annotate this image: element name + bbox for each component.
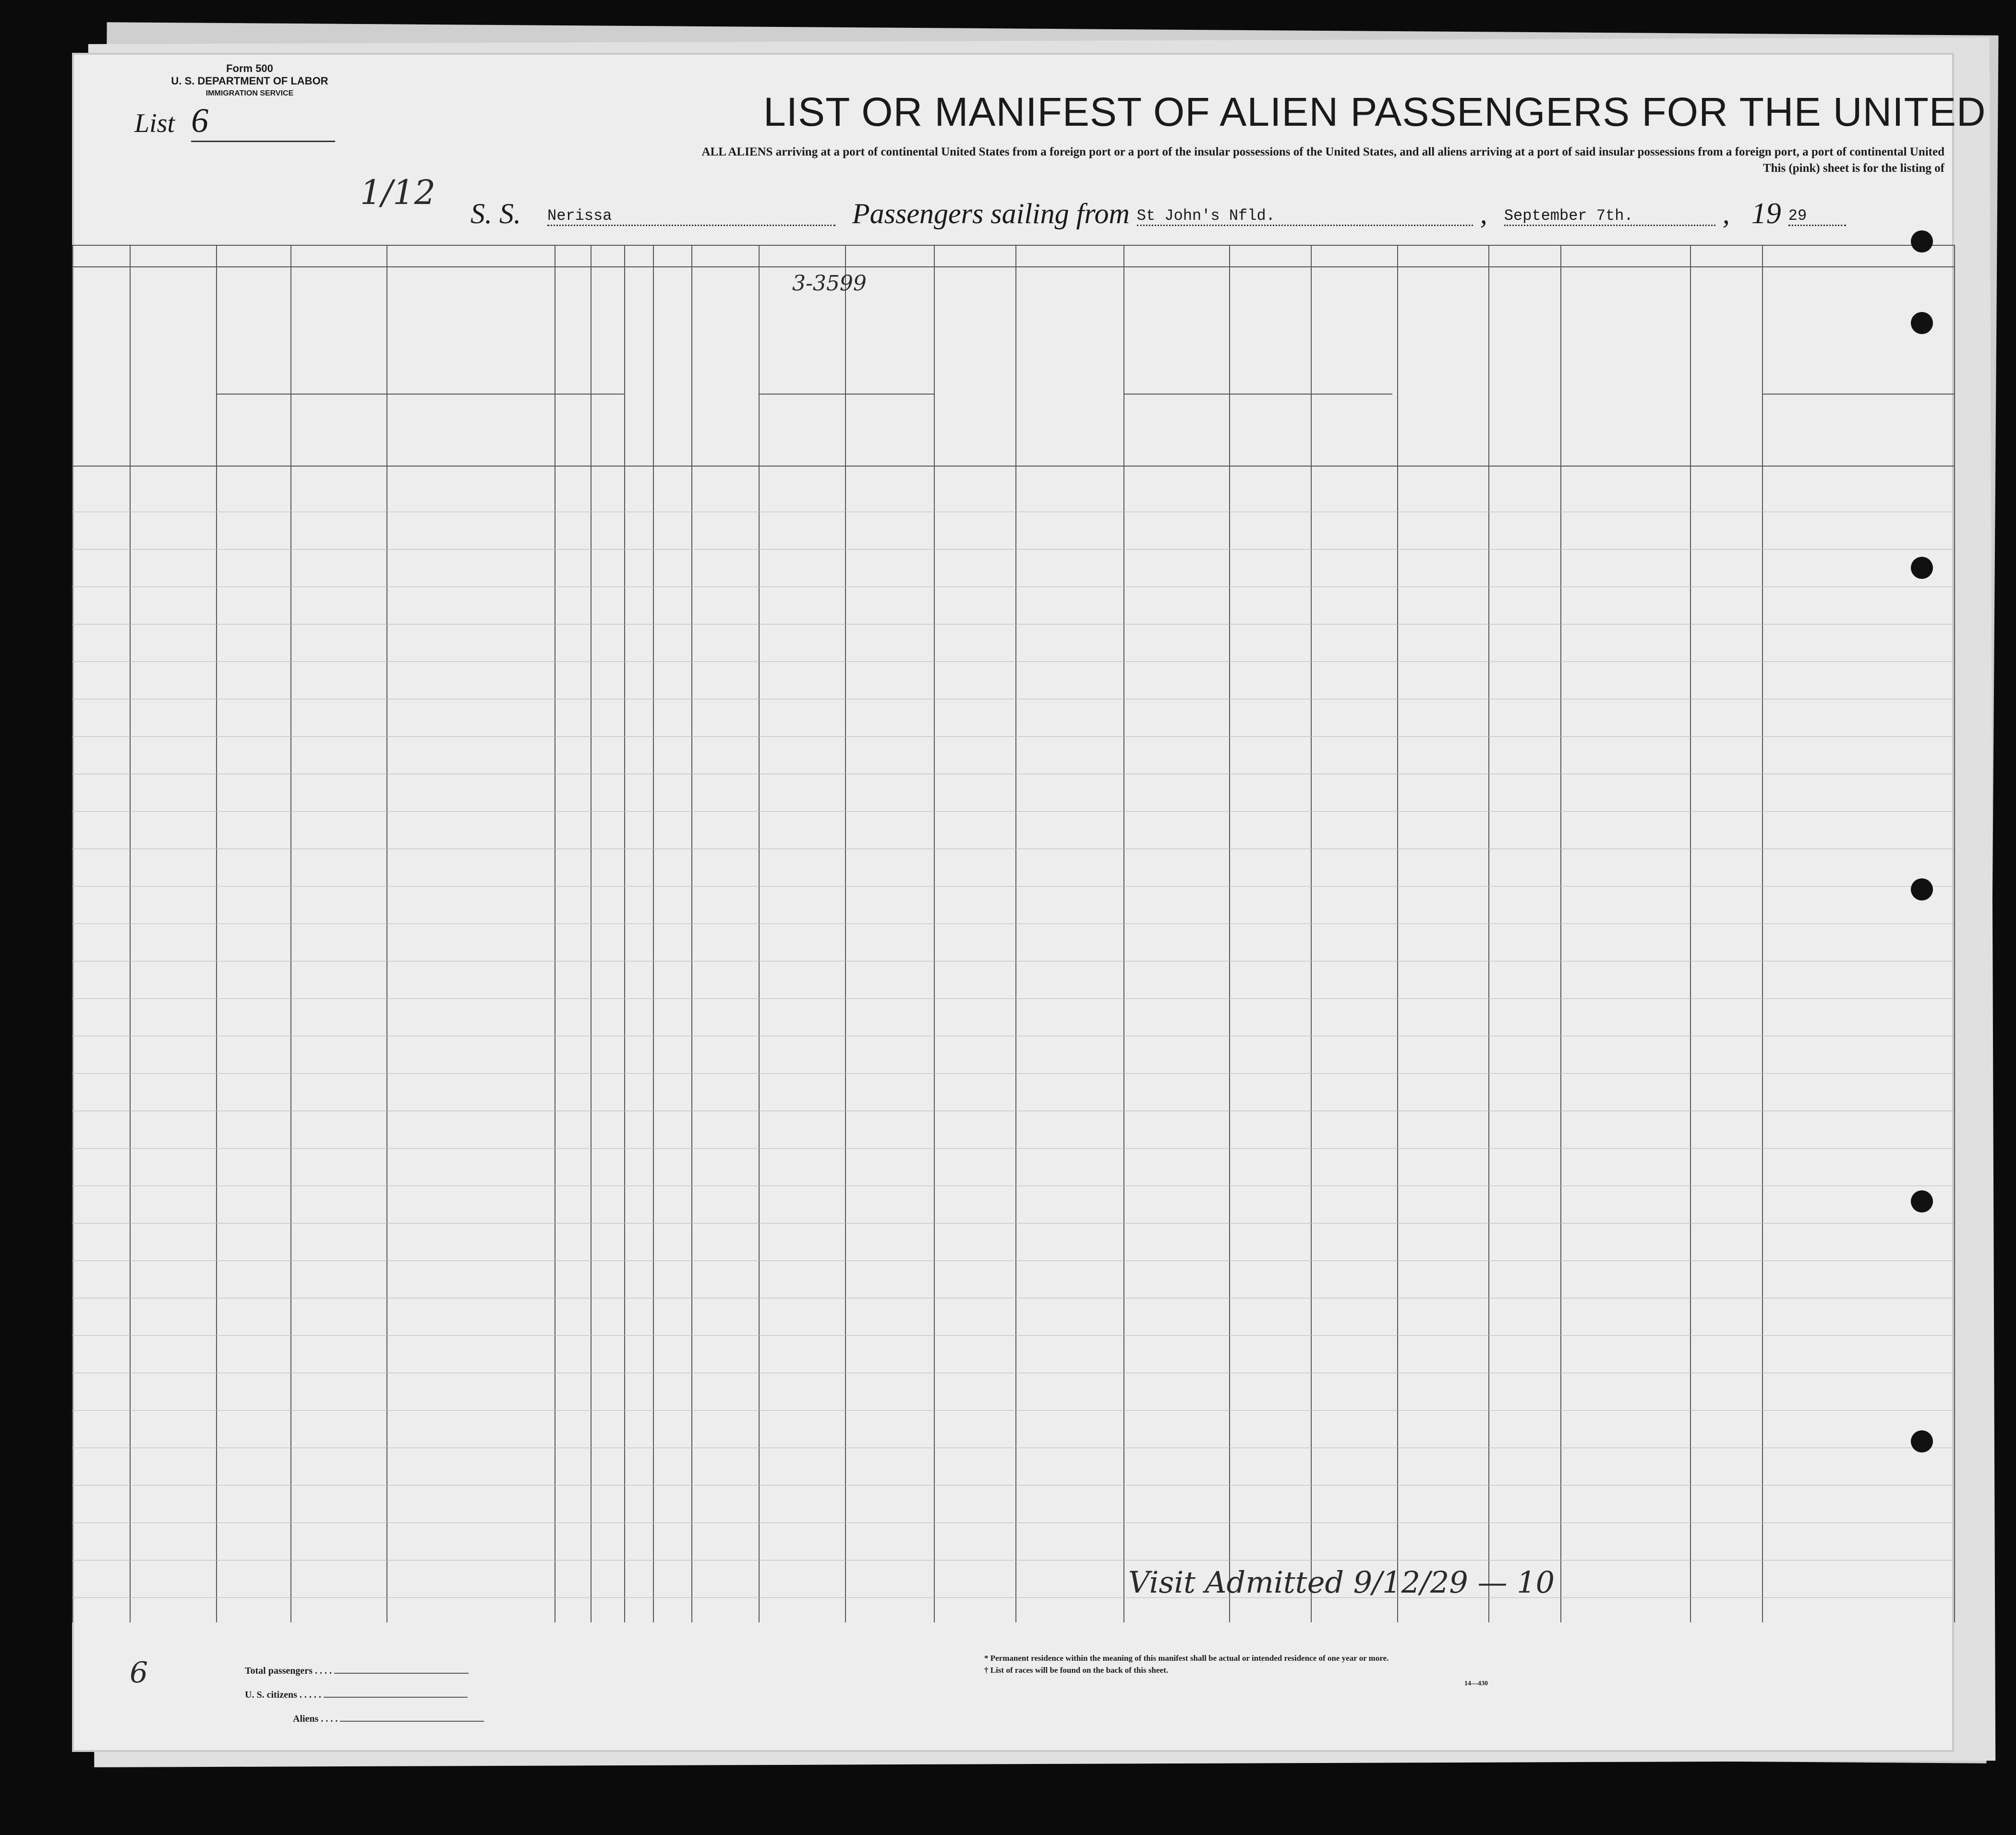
department: U. S. DEPARTMENT OF LABOR <box>171 75 328 87</box>
total-passengers-text: Total passengers <box>245 1666 313 1676</box>
table-row <box>72 1485 1954 1486</box>
table-row <box>72 1148 1954 1149</box>
table-row <box>72 549 1954 550</box>
year-prefix: 19 <box>1751 197 1781 230</box>
subtitle-line-1: ALL ALIENS arriving at a port of continental United States from a foreign port or a port of the insular possessions of the United States, and all aliens arriving at a port of said insular possessions from a foreign port, a port of continental United <box>701 145 1944 158</box>
column-rule <box>1488 245 1489 1622</box>
sailing-label: Passengers sailing from <box>852 198 1130 229</box>
table-row <box>72 1597 1954 1598</box>
total-passengers-label: Total passengers . . . . <box>245 1666 469 1677</box>
column-rule <box>691 245 692 1622</box>
list-total-note: 6 <box>130 1656 148 1690</box>
aliens-label: Aliens . . . . <box>293 1714 484 1725</box>
table-row <box>72 1335 1954 1336</box>
voyage-line: S. S. Nerissa Passengers sailing from St John's Nfld. , September 7th. , 19 29 <box>471 197 1959 240</box>
binder-hole <box>1911 557 1933 579</box>
column-rule <box>845 245 846 1622</box>
table-row <box>72 923 1954 924</box>
table-row <box>72 811 1954 812</box>
subtitle-line-2: This (pink) sheet is for the listing of <box>1762 162 1944 175</box>
column-rule <box>1690 245 1691 1622</box>
binder-hole <box>1911 1190 1933 1212</box>
table-row <box>72 886 1954 887</box>
year-suffix: 29 <box>1788 207 1846 226</box>
column-rule <box>759 245 760 1622</box>
row-rule <box>72 266 1954 267</box>
row-rule <box>72 466 1954 467</box>
table-row <box>72 661 1954 662</box>
column-rule <box>591 245 592 1622</box>
table-row <box>72 998 1954 999</box>
column-rule <box>1954 245 1955 1622</box>
footnote-residence: * Permanent residence within the meaning of this manifest shall be actual or intended residence of one year or more. <box>984 1654 1389 1663</box>
form-number: Form 500 <box>226 62 273 74</box>
footnote-races: † List of races will be found on the back of this sheet. <box>984 1666 1168 1675</box>
column-rule <box>1397 245 1398 1622</box>
aliens-text: Aliens <box>293 1714 319 1724</box>
binder-hole <box>1911 878 1933 900</box>
subheader-rule <box>1762 394 1954 395</box>
visa-ref-note: 3-3599 <box>792 271 867 296</box>
binder-hole <box>1911 1430 1933 1452</box>
manifest-sheet <box>72 53 1986 1752</box>
us-citizens-text: U. S. citizens <box>245 1690 297 1700</box>
row-rule <box>72 245 1954 246</box>
column-rule <box>1560 245 1561 1622</box>
column-rule <box>934 245 935 1622</box>
ship-name: Nerissa <box>547 207 835 226</box>
subtitle <box>408 144 1944 177</box>
table-row <box>72 1260 1954 1261</box>
column-rule <box>72 245 73 1622</box>
column-rule <box>1311 245 1312 1622</box>
bottom-handwritten-note: Visit Admitted 9/12/29 — 10 <box>1128 1565 1555 1600</box>
us-citizens-label: U. S. citizens . . . . . <box>245 1690 468 1701</box>
column-rule <box>290 245 291 1622</box>
column-rule <box>216 245 217 1622</box>
column-rule <box>624 245 625 1622</box>
subheader-rule <box>1123 394 1392 395</box>
table-row <box>72 736 1954 737</box>
binder-hole <box>1911 312 1933 334</box>
binder-hole <box>1911 230 1933 252</box>
port-of-departure: St John's Nfld. <box>1137 207 1473 226</box>
subheader-rule <box>759 394 934 395</box>
table-row <box>72 1073 1954 1074</box>
form-code: 14—430 <box>1464 1680 1488 1687</box>
column-rule <box>386 245 387 1622</box>
column-rule <box>1123 245 1124 1622</box>
page-title: LIST OR MANIFEST OF ALIEN PASSENGERS FOR THE UNITED <box>763 89 1986 134</box>
subheader-rule <box>555 394 624 395</box>
column-rule <box>1229 245 1230 1622</box>
service: IMMIGRATION SERVICE <box>205 89 294 97</box>
manifest-table <box>72 245 1954 1622</box>
list-number: 6 <box>191 101 335 142</box>
column-rule <box>1015 245 1016 1622</box>
column-rule <box>130 245 131 1622</box>
corner-mark: 1/12 <box>360 173 436 212</box>
subheader-rule <box>216 394 555 395</box>
list-label: List <box>134 108 175 138</box>
list-line <box>134 101 335 142</box>
column-rule <box>653 245 654 1622</box>
form-tag <box>130 62 370 100</box>
sailing-date: September 7th. <box>1504 207 1715 226</box>
column-rule <box>1762 245 1763 1622</box>
table-row <box>72 1410 1954 1411</box>
ss-label: S. S. <box>471 198 521 229</box>
